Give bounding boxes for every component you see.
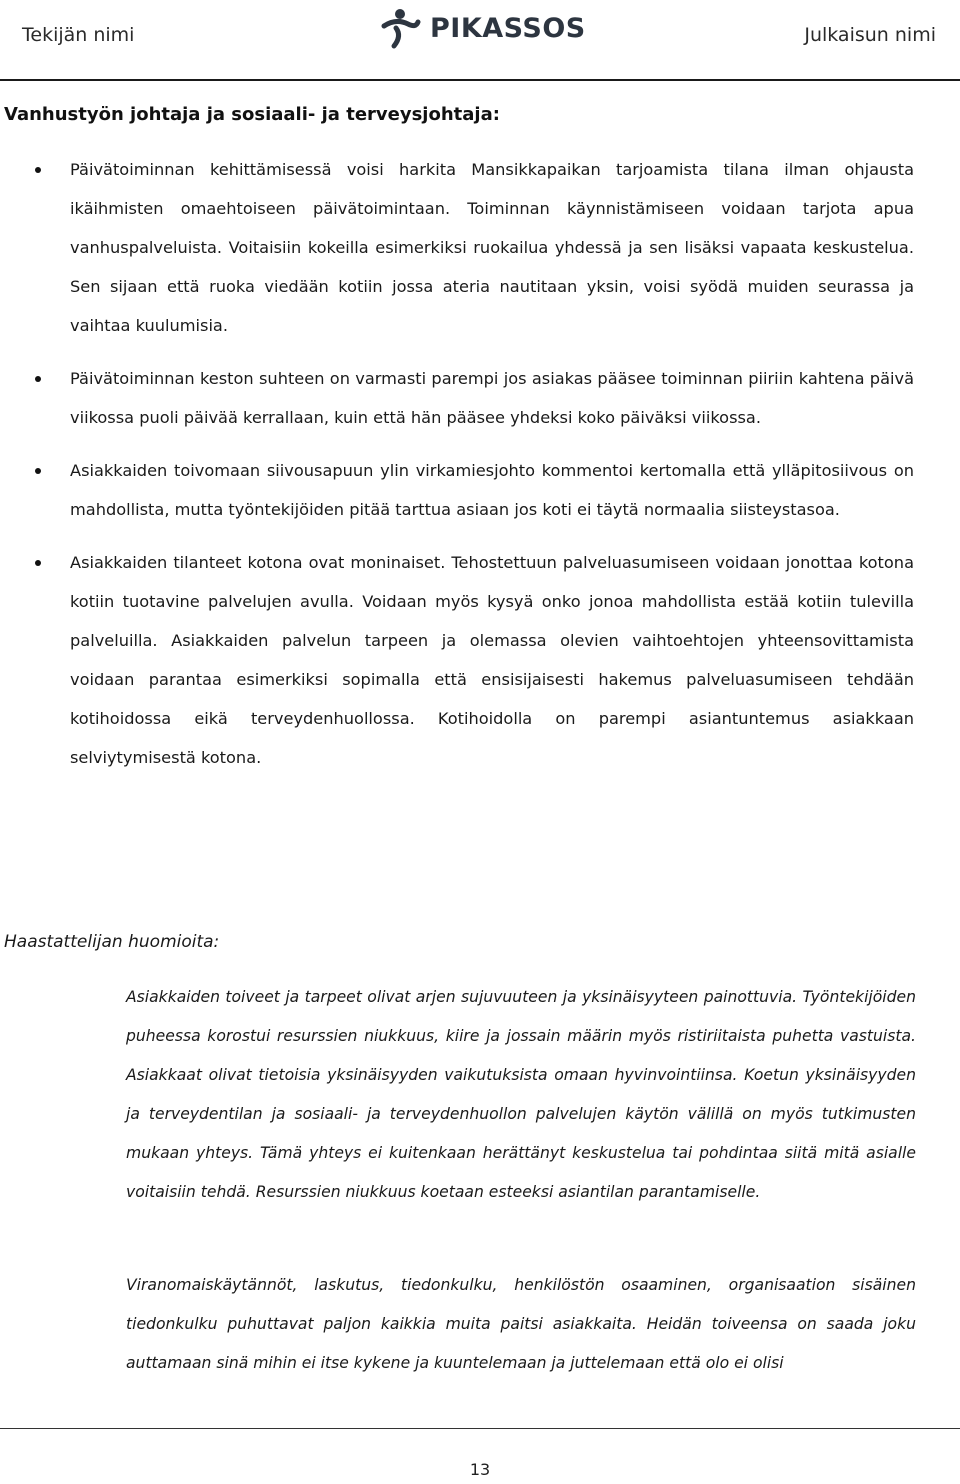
- interviewer-paragraph: Viranomaiskäytännöt, laskutus, tiedonkulku, henkilöstön osaaminen, organisaation sisäinen tiedonkulku puhuttavat paljon kaikkia muita paitsi asiakkaita. Heidän toiveensa on saada joku auttamaan sinä mihin ei itse kykene ja kuuntelemaan ja juttelemaan että olo ei olisi: [126, 1276, 916, 1372]
- bullet-text: Päivätoiminnan kehittämisessä voisi harkita Mansikkapaikan tarjoamista tilana ilman ohjausta ikäihmisten omaehtoiseen päivätoimintaan. Toiminnan käynnistämiseen voidaan tarjota apua vanhuspalveluista. Voitaisiin kokeilla esimerkiksi ruokailua yhdessä ja sen lisäksi vapaata keskustelua. Sen sijaan että ruoka viedään kotiin jossa ateria nautitaan yksin, voisi syödä muiden seurassa ja vaihtaa kuulumisia.: [70, 160, 914, 335]
- bullet-icon: [35, 468, 41, 474]
- logo-wordmark: PIKASSOS: [430, 12, 586, 44]
- bullet-icon: [35, 376, 41, 382]
- pikassos-logo-icon: [378, 6, 422, 50]
- bullet-item: [0, 543, 960, 777]
- pikassos-logo: [378, 6, 586, 50]
- bullet-text: Päivätoiminnan keston suhteen on varmasti parempi jos asiakas pääsee toiminnan piiriin kahtena päivä viikossa puoli päivää kerrallaan, kuin että hän pääsee yhdeksi koko päiväksi viikossa.: [70, 369, 914, 427]
- bullet-icon: [35, 560, 41, 566]
- bullet-text: Asiakkaiden toivomaan siivousapuun ylin virkamiesjohto kommentoi kertomalla että ylläpitosiivous on mahdollista, mutta työntekijöiden pitää tarttua asiaan jos koti ei täytä normaalia siisteystasoa.: [70, 461, 914, 519]
- bullet-list: [0, 150, 960, 791]
- author-name: Tekijän nimi: [22, 24, 135, 46]
- bullet-text: Asiakkaiden tilanteet kotona ovat moninaiset. Tehostettuun palveluasumiseen voidaan jonottaa kotona kotiin tuotavine palvelujen avulla. Voidaan myös kysyä onko jonoa mahdollista estää kotiin tulevilla palveluilla. Asiakkaiden palvelun tarpeen ja olemassa olevien vaihtoehtojen yhteensovittamista voidaan parantaa esimerkiksi sopimalla että ensisijaisesti hakemus palveluasumiseen tehdään kotihoidossa eikä terveydenhuollossa. Kotihoidolla on parempi asiantuntemus asiakkaan selviytymisestä kotona.: [70, 553, 914, 767]
- bullet-item: [0, 359, 960, 437]
- page-header: [0, 0, 960, 82]
- footer-divider: [0, 1428, 960, 1429]
- bullet-icon: [35, 167, 41, 173]
- bullet-item: [0, 451, 960, 529]
- interviewer-notes-heading: Haastattelijan huomioita:: [4, 932, 220, 952]
- publication-name: Julkaisun nimi: [804, 24, 936, 46]
- bullet-item: [0, 150, 960, 345]
- header-divider: [0, 79, 960, 81]
- section-heading: Vanhustyön johtaja ja sosiaali- ja terveysjohtaja:: [4, 104, 500, 125]
- page-number: 13: [469, 1460, 491, 1479]
- interviewer-paragraph: Asiakkaiden toiveet ja tarpeet olivat arjen sujuvuuteen ja yksinäisyyteen painottuvia. Työntekijöiden puheessa korostui resurssien niukkuus, kiire ja jossain määrin myös ristiriitaista puhetta vastuista. Asiakkaat olivat tietoisia yksinäisyyden vaikutuksista omaan hyvinvointiinsa. Koetun yksinäisyyden ja terveydentilan ja sosiaali- ja terveydenhuollon palvelujen käytön välillä on myös tutkimusten mukaan yhteys. Tämä yhteys ei kuitenkaan herättänyt keskustelua tai pohdintaa siitä mitä asialle voitaisiin tehdä. Resurssien niukkuus koetaan esteeksi asiantilan parantamiselle.: [126, 988, 916, 1201]
